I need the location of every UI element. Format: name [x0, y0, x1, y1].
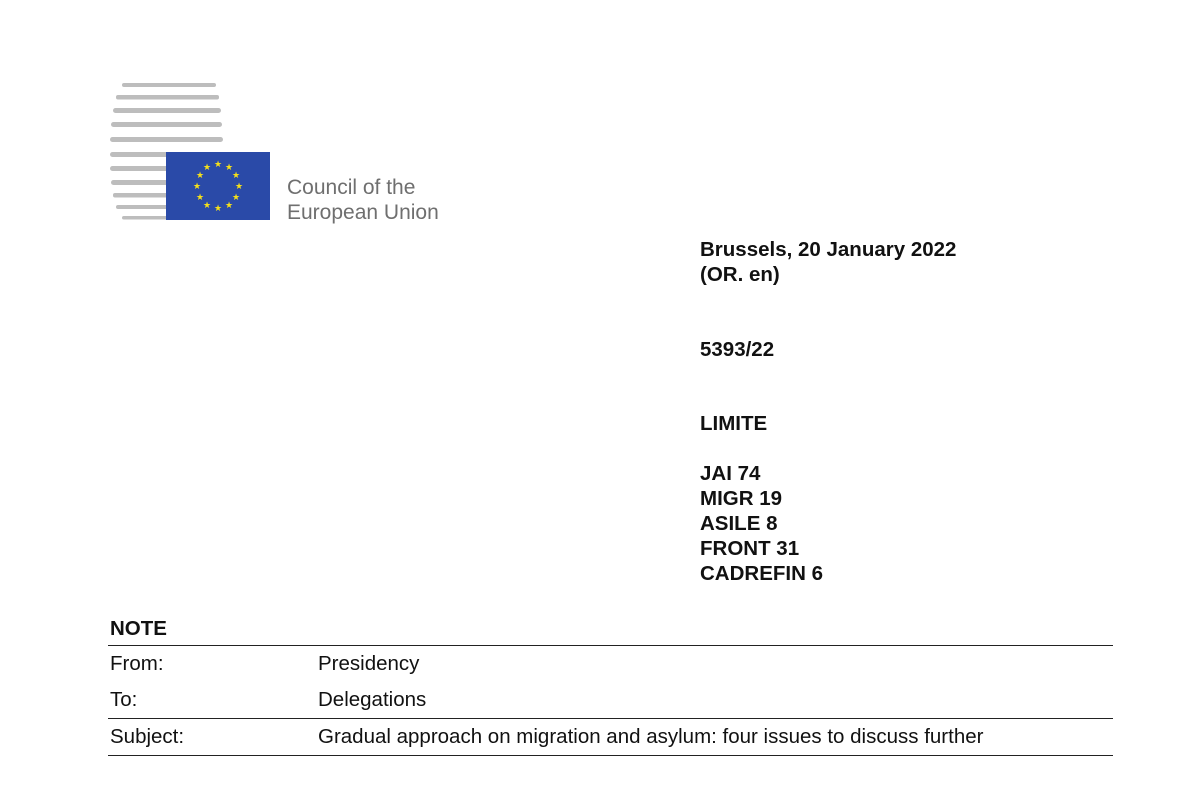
- note-row-to: [108, 682, 1113, 718]
- document-date: Brussels, 20 January 2022: [700, 238, 957, 261]
- note-value: Presidency: [318, 652, 420, 675]
- council-logo: [108, 82, 488, 227]
- document-code: MIGR 19: [700, 487, 783, 510]
- svg-text:★: ★: [195, 193, 205, 203]
- svg-text:★: ★: [224, 201, 234, 211]
- svg-text:★: ★: [213, 204, 223, 214]
- document-code: JAI 74: [700, 462, 761, 485]
- document-code: CADREFIN 6: [700, 562, 824, 585]
- note-label: From:: [110, 652, 164, 675]
- note-table: [108, 645, 1113, 756]
- svg-text:★: ★: [202, 201, 212, 211]
- note-value: Gradual approach on migration and asylum: four issues to discuss further: [318, 725, 984, 748]
- document-codes: [700, 461, 823, 586]
- svg-text:★: ★: [202, 163, 212, 173]
- note-label: Subject:: [110, 725, 185, 748]
- note-title: NOTE: [110, 617, 167, 640]
- organization-name-line2: European Union: [287, 201, 439, 224]
- document-code: FRONT 31: [700, 537, 800, 560]
- svg-text:★: ★: [231, 193, 241, 203]
- svg-text:★: ★: [231, 171, 241, 181]
- council-emblem-icon: [108, 82, 278, 227]
- classification-label: LIMITE: [700, 412, 768, 435]
- note-row-from: [108, 646, 1113, 682]
- svg-text:★: ★: [234, 182, 244, 192]
- note-value: Delegations: [318, 688, 427, 711]
- svg-text:★: ★: [195, 171, 205, 181]
- organization-name: [287, 175, 439, 225]
- svg-text:★: ★: [224, 163, 234, 173]
- svg-text:★: ★: [213, 160, 223, 170]
- svg-text:★: ★: [192, 182, 202, 192]
- organization-name-line1: Council of the: [287, 176, 416, 199]
- document-date-block: [700, 237, 956, 287]
- document-code: ASILE 8: [700, 512, 778, 535]
- document-number: 5393/22: [700, 338, 775, 361]
- original-language: (OR. en): [700, 263, 780, 286]
- note-row-subject: [108, 718, 1113, 755]
- note-label: To:: [110, 688, 138, 711]
